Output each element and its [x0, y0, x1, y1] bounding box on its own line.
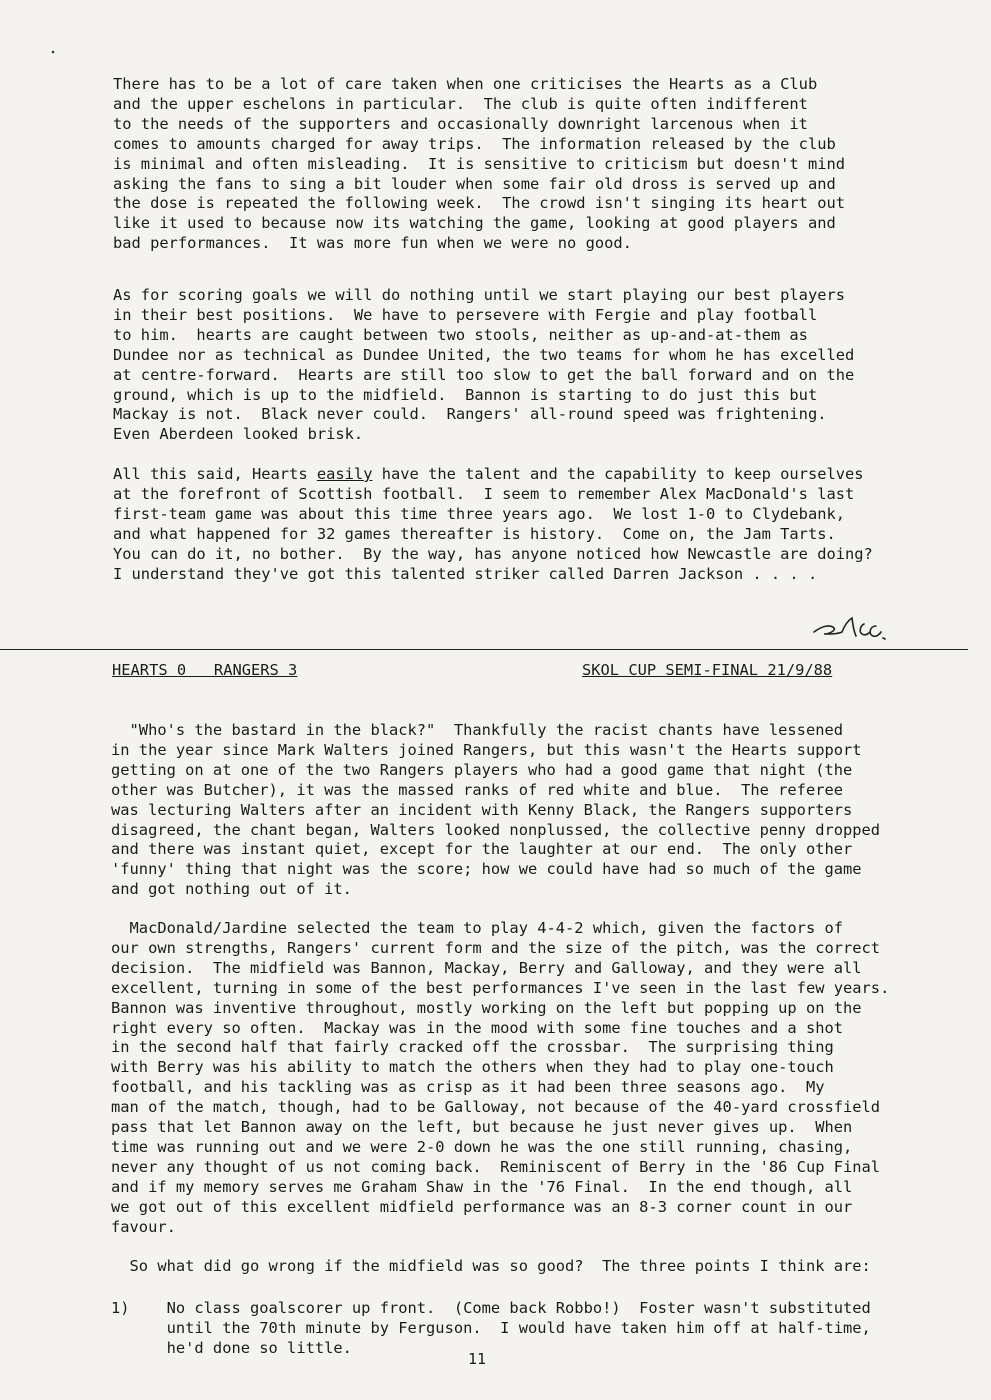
- intro-paragraph-3-line: and what happened for 32 games thereafter is history. Come on, the Jam Tarts.: [113, 524, 836, 543]
- intro-paragraph-1-line: like it used to because now its watching the game, looking at good players and: [113, 214, 836, 233]
- report-paragraph-2-line: with Berry was his ability to match the others when they had to play one-touch: [111, 1058, 834, 1077]
- section-divider: [0, 649, 968, 650]
- report-paragraph-1: [111, 721, 880, 900]
- report-paragraph-2-line: favour.: [111, 1217, 176, 1236]
- report-paragraph-1-line: in the year since Mark Walters joined Rangers, but this wasn't the Hearts support: [111, 740, 862, 759]
- match-headline: HEARTS 0 RANGERS 3: [112, 661, 298, 679]
- intro-paragraph-1-line: to the needs of the supporters and occasionally downright larcenous when it: [113, 114, 808, 133]
- intro-paragraph-2-line: Mackay is not. Black never could. Rangers' all-round speed was frightening.: [113, 405, 827, 424]
- intro-paragraph-1-line: There has to be a lot of care taken when one criticises the Hearts as a Club: [113, 75, 818, 93]
- intro-paragraph-2-line: in their best positions. We have to persevere with Fergie and play football: [113, 305, 818, 324]
- intro-paragraph-1-line: asking the fans to sing a bit louder when some fair old dross is served up and: [113, 174, 836, 193]
- intro-paragraph-2: [113, 286, 854, 445]
- intro-paragraph-2-line: As for scoring goals we will do nothing until we start playing our best players: [113, 286, 846, 304]
- report-paragraph-2-line: time was running out and we were 2-0 down he was the one still running, chasing,: [111, 1137, 853, 1156]
- numbered-point-1-line: until the 70th minute by Ferguson. I would have taken him off at half-time,: [111, 1318, 871, 1337]
- report-paragraph-2-line: Bannon was inventive throughout, mostly working on the left but popping up on the: [111, 998, 862, 1017]
- report-paragraph-2-line: excellent, turning in some of the best performances I've seen in the last few years.: [111, 978, 890, 997]
- report-paragraph-1-line: and there was instant quiet, except for the laughter at our end. The only other: [111, 840, 853, 859]
- report-paragraph-2-line: decision. The midfield was Bannon, Mackay, Berry and Galloway, and they were all: [111, 958, 862, 977]
- intro-paragraph-2-line: to him. hearts are caught between two stools, neither as up-and-at-them as: [113, 325, 808, 344]
- hole-punch-mark: [50, 40, 56, 46]
- competition-headline: SKOL CUP SEMI-FINAL 21/9/88: [582, 661, 833, 679]
- intro-paragraph-1-line: is minimal and often misleading. It is sensitive to criticism but doesn't mind: [113, 154, 846, 173]
- report-paragraph-1-line: other was Butcher), it was the massed ranks of red white and blue. The referee: [111, 780, 844, 799]
- report-paragraph-1-line: disagreed, the chant began, Walters looked nonplussed, the collective penny dropped: [111, 820, 881, 839]
- numbered-point-1-line: 1) No class goalscorer up front. (Come back Robbo!) Foster wasn't substituted: [111, 1299, 871, 1317]
- report-paragraph-1-line: was lecturing Walters after an incident with Kenny Black, the Rangers supporters: [111, 800, 853, 819]
- intro-paragraph-3: [113, 465, 873, 584]
- report-paragraph-3: So what did go wrong if the midfield was so good? The three points I think are:: [111, 1257, 871, 1275]
- report-paragraph-2-line: our own strengths, Rangers' current form and the size of the pitch, was the correct: [111, 938, 881, 957]
- emphasis-easily: easily: [316, 465, 373, 483]
- report-paragraph-2-line: football, and his tackling was as crisp as it had been three seasons ago. My: [111, 1078, 825, 1097]
- intro-paragraph-3-line: I understand they've got this talented striker called Darren Jackson . . . .: [113, 564, 818, 583]
- report-paragraph-2-line: man of the match, though, had to be Galloway, not because of the 40-yard crossfield: [111, 1098, 881, 1117]
- report-paragraph-1-line: "Who's the bastard in the black?" Thankfully the racist chants have lessened: [111, 721, 844, 739]
- intro-paragraph-1-line: and the upper eschelons in particular. The club is quite often indifferent: [113, 94, 808, 113]
- numbered-point-1: [111, 1299, 871, 1359]
- intro-paragraph-3-lead: All this said, Hearts: [113, 465, 317, 483]
- intro-paragraph-3-lead-rest: have the talent and the capability to keep ourselves: [372, 465, 864, 483]
- report-paragraph-2-line: we got out of this excellent midfield performance was an 8-3 corner count in our: [111, 1197, 853, 1216]
- intro-paragraph-1: [113, 75, 845, 254]
- report-paragraph-1-line: getting on at one of the two Rangers players who had a good game that night (the: [111, 760, 853, 779]
- report-paragraph-2-line: right every so often. Mackay was in the mood with some fine touches and a shot: [111, 1018, 844, 1037]
- intro-paragraph-1-line: bad performances. It was more fun when we were no good.: [113, 234, 632, 253]
- page-number: 11: [468, 1350, 487, 1368]
- intro-paragraph-2-line: at centre-forward. Hearts are still too slow to get the ball forward and on the: [113, 365, 855, 384]
- report-paragraph-1-line: and got nothing out of it.: [111, 880, 352, 899]
- signature-ajc: [812, 612, 892, 644]
- report-paragraph-2-line: in the second half that fairly cracked off the crossbar. The surprising thing: [111, 1038, 834, 1057]
- report-paragraph-2-line: pass that let Bannon away on the left, but because he just never gives up. When: [111, 1118, 853, 1137]
- report-paragraph-2: [111, 919, 889, 1238]
- report-paragraph-2-line: MacDonald/Jardine selected the team to play 4-4-2 which, given the factors of: [111, 919, 844, 937]
- intro-paragraph-2-line: Even Aberdeen looked brisk.: [113, 425, 364, 444]
- numbered-point-1-line: he'd done so little.: [111, 1338, 352, 1357]
- intro-paragraph-3-line: at the forefront of Scottish football. I seem to remember Alex MacDonald's last: [113, 484, 855, 503]
- intro-paragraph-2-line: Dundee nor as technical as Dundee United, the two teams for whom he has excelled: [113, 345, 855, 364]
- report-paragraph-2-line: never any thought of us not coming back. Reminiscent of Berry in the '86 Cup Final: [111, 1157, 881, 1176]
- report-paragraph-1-line: 'funny' thing that night was the score; how we could have had so much of the game: [111, 860, 862, 879]
- intro-paragraph-3-line: first-team game was about this time three years ago. We lost 1-0 to Clydebank,: [113, 504, 846, 523]
- intro-paragraph-1-line: comes to amounts charged for away trips. The information released by the club: [113, 134, 836, 153]
- intro-paragraph-1-line: the dose is repeated the following week. The crowd isn't singing its heart out: [113, 194, 846, 213]
- intro-paragraph-3-line: You can do it, no bother. By the way, has anyone noticed how Newcastle are doing?: [113, 544, 873, 563]
- intro-paragraph-2-line: ground, which is up to the midfield. Bannon is starting to do just this but: [113, 385, 818, 404]
- intro-paragraph-3-body: [113, 485, 873, 583]
- report-paragraph-2-line: and if my memory serves me Graham Shaw in the '76 Final. In the end though, all: [111, 1177, 853, 1196]
